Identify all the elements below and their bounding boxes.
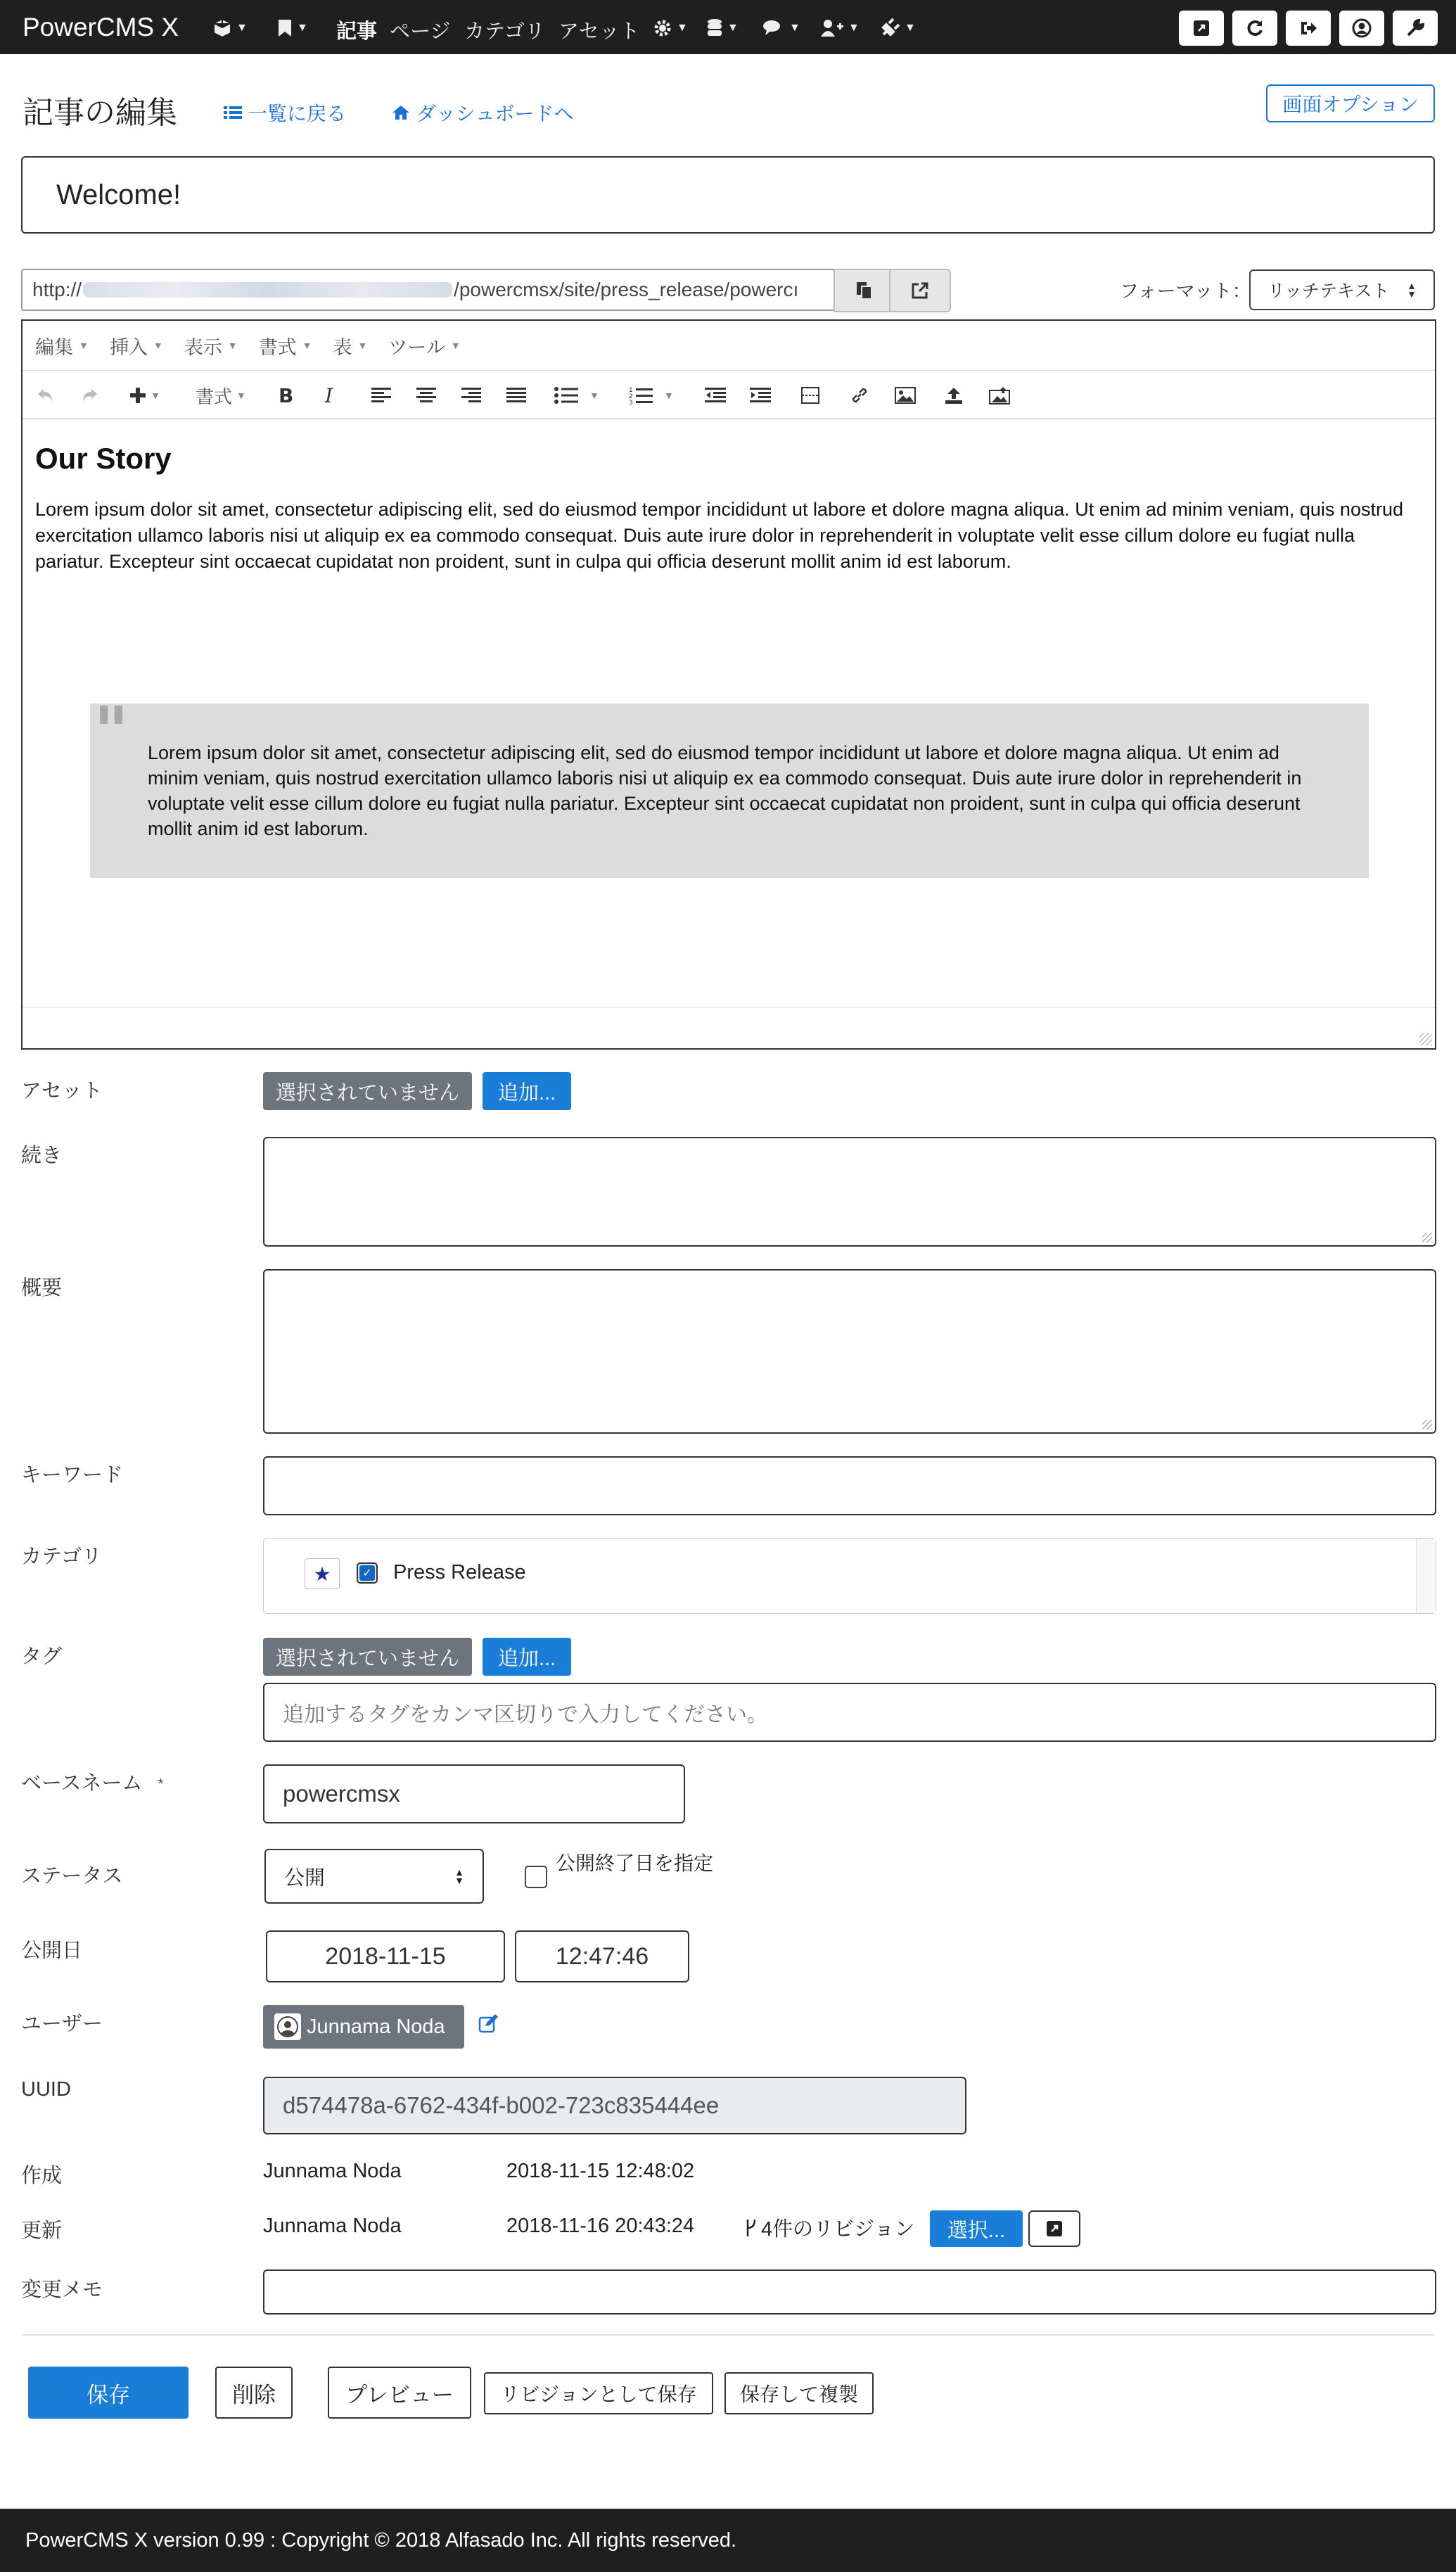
- asset-label: アセット: [21, 1080, 103, 1102]
- copy-permalink-button[interactable]: [834, 269, 895, 312]
- category-label: カテゴリ: [21, 1546, 102, 1568]
- undo-icon[interactable]: [37, 382, 55, 409]
- keywords-input[interactable]: [263, 1456, 1436, 1515]
- back-to-list-link[interactable]: [224, 98, 346, 127]
- bold-icon[interactable]: B: [279, 383, 294, 407]
- keywords-label: キーワード: [21, 1464, 124, 1486]
- uuid-field: d574478a-6762-434f-b002-723c835444ee: [263, 2077, 966, 2134]
- numbered-list-icon[interactable]: 1 2 3 ▼: [629, 382, 674, 409]
- category-list: [263, 1538, 1436, 1614]
- align-right-icon[interactable]: [461, 382, 481, 409]
- category-scrollbar[interactable]: [1416, 1539, 1436, 1613]
- copy-icon: [855, 281, 874, 300]
- redo-icon[interactable]: [80, 382, 98, 409]
- published-date-input[interactable]: 2018-11-15: [266, 1930, 505, 1982]
- user-chip: [263, 2005, 464, 2049]
- refresh-icon[interactable]: [1232, 11, 1277, 46]
- svg-text:2: 2: [629, 393, 633, 400]
- primary-star-icon[interactable]: ★: [305, 1558, 340, 1589]
- change-note-label: 変更メモ: [21, 2279, 103, 2301]
- editor-content-area[interactable]: [23, 421, 1435, 998]
- editor-toolbar: [23, 370, 1435, 419]
- modified-by: Junnama Noda: [263, 2215, 402, 2237]
- menu-tools[interactable]: ツール ▼: [388, 336, 461, 358]
- outdent-icon[interactable]: [705, 382, 726, 409]
- blurred-host: [83, 282, 452, 298]
- revision-count: 4件のリビジョン: [744, 2213, 915, 2242]
- end-date-checkbox[interactable]: [525, 1866, 547, 1888]
- tags-input[interactable]: [263, 1683, 1436, 1742]
- user-label: ユーザー: [21, 2013, 103, 2035]
- revision-select-button[interactable]: 選択...: [930, 2210, 1023, 2247]
- change-note-input[interactable]: [263, 2269, 1436, 2315]
- status-select[interactable]: [264, 1849, 484, 1904]
- created-at: 2018-11-15 12:48:02: [506, 2160, 695, 2182]
- modified-label: 更新: [21, 2220, 63, 2242]
- save-duplicate-button[interactable]: 保存して複製: [724, 2372, 874, 2414]
- code-fork-icon: [744, 2217, 758, 2239]
- asset-none-selected: 選択されていません: [263, 1072, 472, 1110]
- category-item-label: Press Release: [393, 1561, 526, 1584]
- align-center-icon[interactable]: [416, 382, 436, 409]
- resize-grip-icon[interactable]: [1422, 1420, 1432, 1430]
- published-label: 公開日: [21, 1940, 83, 1962]
- content-paragraph: Lorem ipsum dolor sit amet, consectetur adipiscing elit, sed do eiusmod tempor incididunt ut labore et dolore magna aliqua. Ut enim ad minim veniam, quis nostrud exercitation ullamco laboris nisi ut aliquip ex ea commodo consequat. Duis aute irure dolor in reprehenderit in voluptate velit esse cillum dolore eu fugiat nulla pariatur. Excepteur sint occaecat cupidatat non proident, sunt in culpa qui officia deserunt mollit anim id est laborum.: [35, 499, 1403, 572]
- menu-insert[interactable]: 挿入 ▼: [109, 336, 163, 358]
- uuid-label: UUID: [21, 2078, 71, 2101]
- save-button[interactable]: 保存: [28, 2367, 189, 2419]
- svg-text:1: 1: [629, 387, 633, 394]
- align-left-icon[interactable]: [371, 382, 391, 409]
- home-icon: [391, 104, 411, 121]
- page-title: 記事の編集: [23, 96, 177, 130]
- format-select[interactable]: [1249, 269, 1435, 310]
- revision-external-icon[interactable]: [1028, 2210, 1080, 2247]
- editor-menubar: [23, 321, 1435, 370]
- tags-placeholder: 追加するタグをカンマ区切りで入力してください。: [283, 1703, 768, 1726]
- tags-add-button[interactable]: 追加...: [483, 1638, 571, 1676]
- align-justify-icon[interactable]: [506, 382, 526, 409]
- upload-icon[interactable]: [944, 382, 964, 409]
- preview-button[interactable]: プレビュー: [328, 2367, 471, 2419]
- excerpt-textarea[interactable]: [263, 1269, 1436, 1434]
- database-icon[interactable]: ▼: [706, 15, 739, 41]
- page-break-icon[interactable]: [800, 382, 820, 409]
- dashboard-label: ダッシュボードへ: [416, 103, 574, 125]
- status-value: 公開: [284, 1866, 326, 1890]
- select-arrows-icon: ▲ ▼: [1407, 280, 1417, 300]
- resize-handle-icon[interactable]: [1419, 1033, 1432, 1045]
- published-time-input[interactable]: 12:47:46: [515, 1930, 689, 1982]
- nav-entries[interactable]: 記事: [336, 20, 378, 43]
- permalink-field[interactable]: [21, 269, 835, 311]
- screen-options-button[interactable]: 画面オプション: [1266, 84, 1435, 122]
- format-label: フォーマット：: [1120, 281, 1251, 302]
- end-date-label: 公開終了日を指定: [556, 1852, 714, 1874]
- blockquote-text: Lorem ipsum dolor sit amet, consectetur adipiscing elit, sed do eiusmod tempor incididunt ut labore et dolore magna aliqua. Ut enim ad minim veniam, quis nostrud exercitation ullamco laboris nisi ut aliquip ex ea commodo consequat. Duis aute irure dolor in reprehenderit in voluptate velit esse cillum dolore eu fugiat nulla pariatur. Excepteur sint occaecat cupidatat non proident, sunt in culpa qui officia deserunt mollit anim id est laborum.: [148, 742, 1302, 839]
- delete-button[interactable]: 削除: [215, 2367, 293, 2419]
- divider: [21, 2334, 1435, 2336]
- brand-logo[interactable]: PowerCMS X: [23, 13, 179, 42]
- italic-icon[interactable]: I: [325, 383, 333, 407]
- content-heading: Our Story: [35, 442, 172, 475]
- modified-at: 2018-11-16 20:43:24: [506, 2215, 695, 2237]
- format-value: リッチテキスト: [1267, 281, 1390, 301]
- nav-assets[interactable]: アセット: [558, 20, 640, 43]
- basename-label: ベースネーム *: [21, 1772, 164, 1795]
- comments-icon[interactable]: ▼: [762, 15, 800, 41]
- excerpt-label: 概要: [21, 1277, 63, 1299]
- menu-table[interactable]: 表 ▼: [333, 336, 368, 358]
- external-link-icon: [910, 281, 930, 300]
- category-checkbox[interactable]: ✓: [357, 1562, 378, 1584]
- quote-icon: ": [93, 692, 129, 771]
- more-textarea[interactable]: [263, 1137, 1436, 1247]
- image-upload-icon[interactable]: [989, 382, 1010, 409]
- user-circle-icon[interactable]: [1339, 11, 1384, 46]
- nav-pages[interactable]: ページ: [390, 20, 451, 43]
- menu-edit[interactable]: 編集 ▼: [35, 336, 89, 358]
- indent-icon[interactable]: [750, 382, 771, 409]
- edit-user-icon[interactable]: [478, 2013, 499, 2039]
- asset-add-button[interactable]: 追加...: [483, 1072, 571, 1110]
- tags-none-selected: 選択されていません: [263, 1638, 472, 1676]
- save-revision-button[interactable]: リビジョンとして保存: [484, 2372, 713, 2414]
- select-arrows-icon: ▲ ▼: [454, 1866, 464, 1886]
- status-label: ステータス: [21, 1865, 123, 1887]
- title-input[interactable]: Welcome!: [21, 156, 1435, 234]
- format-dropdown[interactable]: 書式 ▼: [196, 386, 246, 407]
- menu-format[interactable]: 書式 ▼: [258, 336, 312, 358]
- bullet-list-icon[interactable]: ▼: [554, 382, 599, 409]
- gear-icon[interactable]: ▼: [653, 15, 688, 41]
- insert-plus-icon[interactable]: ▼: [129, 382, 160, 409]
- menu-view[interactable]: 表示 ▼: [184, 336, 238, 358]
- resize-grip-icon[interactable]: [1422, 1233, 1432, 1242]
- user-plus-icon[interactable]: ▼: [820, 15, 860, 41]
- created-by: Junnama Noda: [263, 2160, 402, 2182]
- avatar-icon: [274, 2013, 301, 2040]
- top-navbar: [0, 0, 1456, 54]
- bookmark-icon[interactable]: ▼: [277, 15, 308, 41]
- content-blockquote: [90, 692, 1369, 878]
- cube-icon[interactable]: ▼: [212, 15, 248, 41]
- open-permalink-button[interactable]: [889, 269, 951, 312]
- permalink-path: /powercmsx/site/press_release/powercı: [454, 279, 799, 300]
- more-label: 続き: [21, 1145, 63, 1167]
- back-to-list-label: 一覧に戻る: [248, 103, 347, 125]
- nav-categories[interactable]: カテゴリ: [464, 20, 545, 43]
- external-link-icon[interactable]: [1179, 11, 1224, 46]
- created-label: 作成: [21, 2165, 63, 2187]
- rich-text-editor: [21, 319, 1436, 1050]
- image-icon[interactable]: [895, 382, 916, 409]
- basename-input[interactable]: powercmsx: [263, 1764, 685, 1823]
- sign-out-icon[interactable]: [1286, 11, 1331, 46]
- editor-statusbar: [23, 1007, 1435, 1048]
- wrench-icon[interactable]: [1393, 11, 1438, 46]
- dashboard-link[interactable]: [391, 98, 573, 127]
- permalink-prefix: http://: [32, 279, 82, 300]
- footer: PowerCMS X version 0.99 : Copyright © 2018 Alfasado Inc. All rights reserved.: [0, 2509, 1456, 2572]
- user-name: Junnama Noda: [307, 2015, 445, 2038]
- plug-icon[interactable]: ▼: [879, 15, 916, 41]
- tags-label: タグ: [21, 1645, 63, 1668]
- required-mark: *: [158, 1776, 164, 1792]
- link-icon[interactable]: [850, 382, 869, 409]
- list-icon: [224, 105, 242, 120]
- svg-text:3: 3: [629, 400, 633, 405]
